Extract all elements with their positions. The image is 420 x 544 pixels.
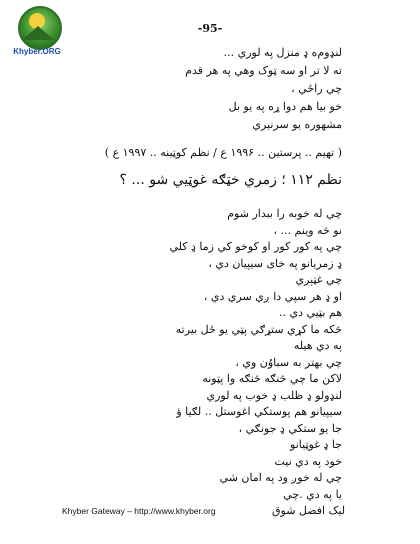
poem-line: یا په دي .چي (283, 487, 342, 501)
poem-heading: نظم ۱۱۲ ؛ زمري خټګه غوټیي شو ... ؟ (119, 172, 342, 188)
poem-line: چي غټېږي (295, 273, 342, 286)
footer-source: Khyber Gateway – http://www.khyber.org (62, 506, 216, 516)
verse-line: خو بیا هم دوا ړه په یو بل (228, 100, 342, 113)
poem-line: جا ډ غوټیانو (290, 438, 342, 451)
verse-line: لنډوم‌ه ډ منزل په لوري ... (223, 46, 342, 59)
poem-line: په دي هیله (293, 339, 342, 352)
verse-line: ته لا تر او سه ټوک وهي په هر قدم (185, 64, 342, 77)
poem-line: چي له خوږ ود په امان شي (219, 471, 342, 484)
poem-line: څکه ما کړي ستړګي پټي یو ځل بیرته (175, 322, 342, 336)
poem-line: نو څه وینم ... ، (273, 223, 342, 237)
poem-line: لنډولو ډ ظلب ډ خوب په لوري (206, 388, 342, 402)
poem-line: چي په کور کور او کوخو کي زما ډ کلي (169, 240, 342, 253)
page-number: -95- (197, 22, 223, 35)
citation: ( تهیم .. پرستین .. ۱۹۹۶ ع / نظم کوټینه .. ۱۹۹۷ ع ) (104, 146, 342, 159)
poem-line: او ډ هر سپي دا ږي سري دي ، (203, 289, 342, 303)
stanza-top (42, 44, 342, 134)
verse-line: چي راځي ، (291, 82, 342, 95)
poem-line: لاکن ما چي څنګه څنګه وا پټونه (202, 372, 342, 385)
poem-line: چي له خوبه را ببدار شوم (227, 207, 342, 220)
logo-text: Khyber.ORG (13, 47, 61, 56)
poem-body (42, 206, 342, 503)
poem-line: خود په دي نیت (274, 454, 342, 468)
poem-line: سیپیانو هم پوستکي اغوستل .. لګیا ؤ (176, 405, 342, 418)
poem-line: هم بټیي دي .. (279, 306, 342, 319)
poem-line: جا یو ستکي ډ جونګي ، (238, 421, 342, 435)
footer-author: لیک افضل شوق (272, 504, 346, 517)
verse-line: مشهوره یو سرنیري (252, 118, 342, 131)
poem-line: ډ زمریانو په خای سیپیان دي ، (208, 256, 342, 270)
poem-line: چي بهتر به سباوُن وي ، (235, 355, 342, 369)
